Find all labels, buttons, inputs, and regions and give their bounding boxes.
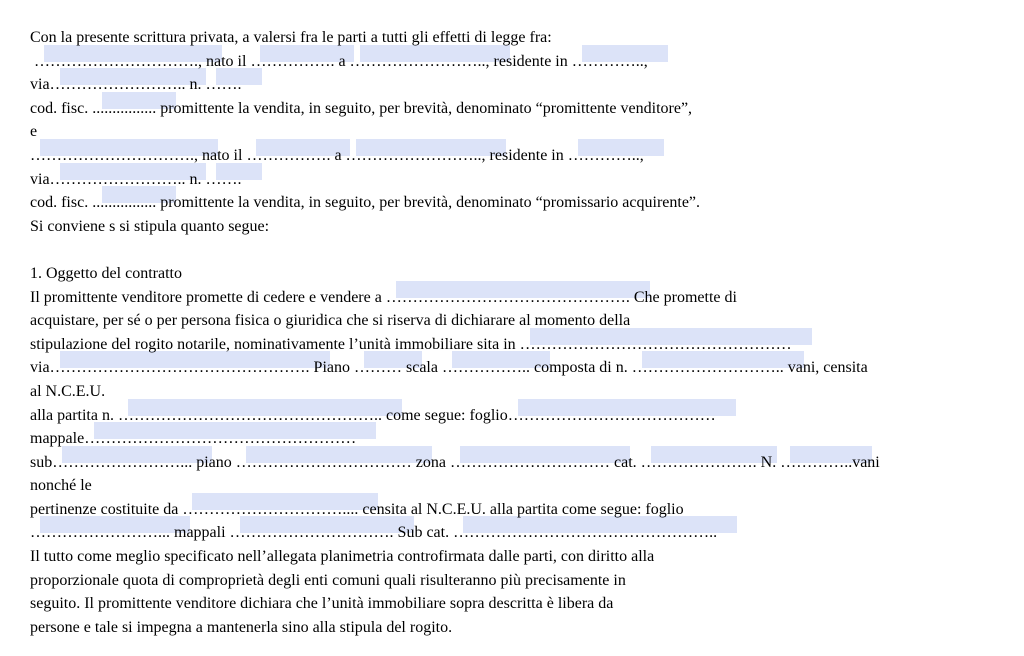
text-run: nonché le bbox=[30, 477, 92, 495]
text-line bbox=[30, 215, 1006, 239]
text-line bbox=[30, 498, 1006, 522]
form-field[interactable]: …………………………., bbox=[34, 50, 202, 74]
text-run: acquistare, per sé o per persona fisica o giuridica che si riserva di dichiarare al momento della bbox=[30, 312, 631, 330]
text-line bbox=[30, 50, 1006, 74]
form-field[interactable]: …………………………………………… bbox=[520, 333, 792, 357]
text-line bbox=[30, 286, 1006, 310]
text-line bbox=[30, 592, 1006, 616]
form-field[interactable]: …………………………………………… bbox=[84, 427, 356, 451]
text-run: composta di n. bbox=[529, 359, 632, 377]
form-field[interactable]: ………………………………………. bbox=[386, 286, 630, 310]
text-run: n. bbox=[185, 76, 206, 94]
form-field[interactable]: ………………………………… bbox=[508, 404, 716, 428]
form-field[interactable]: ………….., bbox=[568, 144, 644, 168]
form-field[interactable]: …………………………., bbox=[30, 144, 198, 168]
text-run: N. bbox=[756, 453, 781, 471]
text-line bbox=[30, 144, 1006, 168]
text-run: via bbox=[30, 76, 50, 94]
text-run: nato il bbox=[202, 52, 251, 70]
form-field[interactable]: ……………. bbox=[250, 50, 334, 74]
text-line bbox=[30, 404, 1006, 428]
text-line bbox=[30, 545, 1006, 569]
text-run: via bbox=[30, 170, 50, 188]
text-run: residente in bbox=[485, 146, 568, 164]
text-line bbox=[30, 521, 1006, 545]
text-line bbox=[30, 474, 1006, 498]
form-field[interactable]: ……. bbox=[206, 73, 242, 97]
text-run: Si conviene s si stipula quanto segue: bbox=[30, 217, 270, 235]
form-field[interactable]: ………………………….... bbox=[182, 498, 358, 522]
text-run: Che promette di bbox=[629, 288, 737, 306]
text-run: persone e tale si impegna a mantenerla sino alla stipula del rogito. bbox=[30, 618, 453, 636]
form-field[interactable]: ................ bbox=[92, 191, 156, 215]
text-line bbox=[30, 168, 1006, 192]
text-run: pertinenze costituite da bbox=[30, 500, 183, 518]
text-run: Il tutto come meglio specificato nell’allegata planimetria controfirmata dalle parti, con diritto alla bbox=[30, 548, 655, 566]
text-run: stipulazione del rogito notarile, nominativamente l’unità immobiliare sita in bbox=[30, 335, 520, 353]
text-run: mappale bbox=[30, 430, 85, 448]
text-line bbox=[30, 120, 1006, 144]
text-run: Piano bbox=[309, 359, 354, 377]
text-run: censita al N.C.E.U. alla partita come segue: foglio bbox=[358, 500, 684, 518]
form-field[interactable]: ………….. bbox=[780, 451, 852, 475]
text-run: mappali bbox=[170, 524, 230, 542]
text-line bbox=[30, 191, 1006, 215]
text-line bbox=[30, 97, 1006, 121]
text-line bbox=[30, 356, 1006, 380]
text-run: vani, censita bbox=[783, 359, 868, 377]
text-run: Con la presente scrittura privata, a valersi fra le parti a tutti gli effetti di legge fra: bbox=[30, 29, 552, 46]
text-run: nato il bbox=[198, 146, 247, 164]
form-field[interactable]: ………….., bbox=[572, 50, 648, 74]
text-run: e bbox=[30, 123, 38, 141]
text-run: cod. fisc. bbox=[30, 194, 93, 212]
text-run: via bbox=[30, 359, 50, 377]
text-run: piano bbox=[192, 453, 236, 471]
form-field[interactable]: …………………….., bbox=[350, 50, 490, 74]
text-line bbox=[30, 380, 1006, 404]
form-field[interactable]: …………………………………………. bbox=[50, 356, 310, 380]
text-run: 1. Oggetto del contratto bbox=[30, 264, 182, 282]
text-line bbox=[30, 451, 1006, 475]
text-line bbox=[30, 569, 1006, 593]
form-field[interactable]: …………………. bbox=[641, 451, 757, 475]
text-run: proporzionale quota di comproprietà degli enti comuni quali risulteranno più precisamente in bbox=[30, 571, 626, 589]
text-run: residente in bbox=[489, 52, 572, 70]
form-field[interactable]: ………………………… bbox=[450, 451, 610, 475]
text-line bbox=[30, 262, 1006, 286]
form-field[interactable]: ………………………………………….. bbox=[118, 404, 382, 428]
text-run: scala bbox=[402, 359, 442, 377]
text-line bbox=[30, 427, 1006, 451]
text-run: promittente la vendita, in seguito, per brevità, denominato “promissario acquirente”. bbox=[156, 194, 701, 212]
form-field[interactable]: …………………….. bbox=[50, 168, 186, 192]
text-run: alla partita n. bbox=[30, 406, 118, 424]
text-run: a bbox=[330, 146, 346, 164]
form-field[interactable]: ……………………... bbox=[30, 521, 170, 545]
form-field[interactable]: ……… bbox=[354, 356, 402, 380]
text-run: vani bbox=[852, 453, 880, 471]
form-field[interactable]: ……………………... bbox=[52, 451, 192, 475]
text-run: seguito. Il promittente venditore dichiara che l’unità immobiliare sopra descritta è libera da bbox=[30, 595, 614, 613]
text-line bbox=[30, 309, 1006, 333]
text-run: cat. bbox=[609, 453, 641, 471]
text-line bbox=[30, 238, 1006, 262]
form-field[interactable]: ................ bbox=[92, 97, 156, 121]
form-field[interactable]: ……. bbox=[206, 168, 242, 192]
form-field[interactable]: ……………. bbox=[246, 144, 330, 168]
text-line bbox=[30, 26, 1006, 50]
form-field[interactable]: …………….. bbox=[442, 356, 530, 380]
form-field[interactable]: …………………….. bbox=[50, 73, 186, 97]
text-run: Il promittente venditore promette di cedere e vendere a bbox=[30, 288, 386, 306]
form-field[interactable]: …………………….., bbox=[346, 144, 486, 168]
text-run: sub bbox=[30, 453, 53, 471]
text-run: Sub cat. bbox=[393, 524, 454, 542]
form-field[interactable]: ……………………….. bbox=[632, 356, 784, 380]
text-run: al N.C.E.U. bbox=[30, 382, 106, 400]
text-run: cod. fisc. bbox=[30, 99, 93, 117]
text-line bbox=[30, 333, 1006, 357]
text-line bbox=[30, 616, 1006, 640]
text-run: n. bbox=[185, 170, 206, 188]
form-field[interactable]: ………………………………………….. bbox=[453, 521, 717, 545]
text-line bbox=[30, 73, 1006, 97]
text-run: a bbox=[334, 52, 350, 70]
form-field[interactable]: …………………………. bbox=[230, 521, 394, 545]
text-run: come segue: foglio bbox=[381, 406, 508, 424]
text-run: promittente la vendita, in seguito, per brevità, denominato “promittente venditore”, bbox=[156, 99, 693, 117]
form-field[interactable]: …………………………… bbox=[236, 451, 412, 475]
text-run: zona bbox=[411, 453, 450, 471]
